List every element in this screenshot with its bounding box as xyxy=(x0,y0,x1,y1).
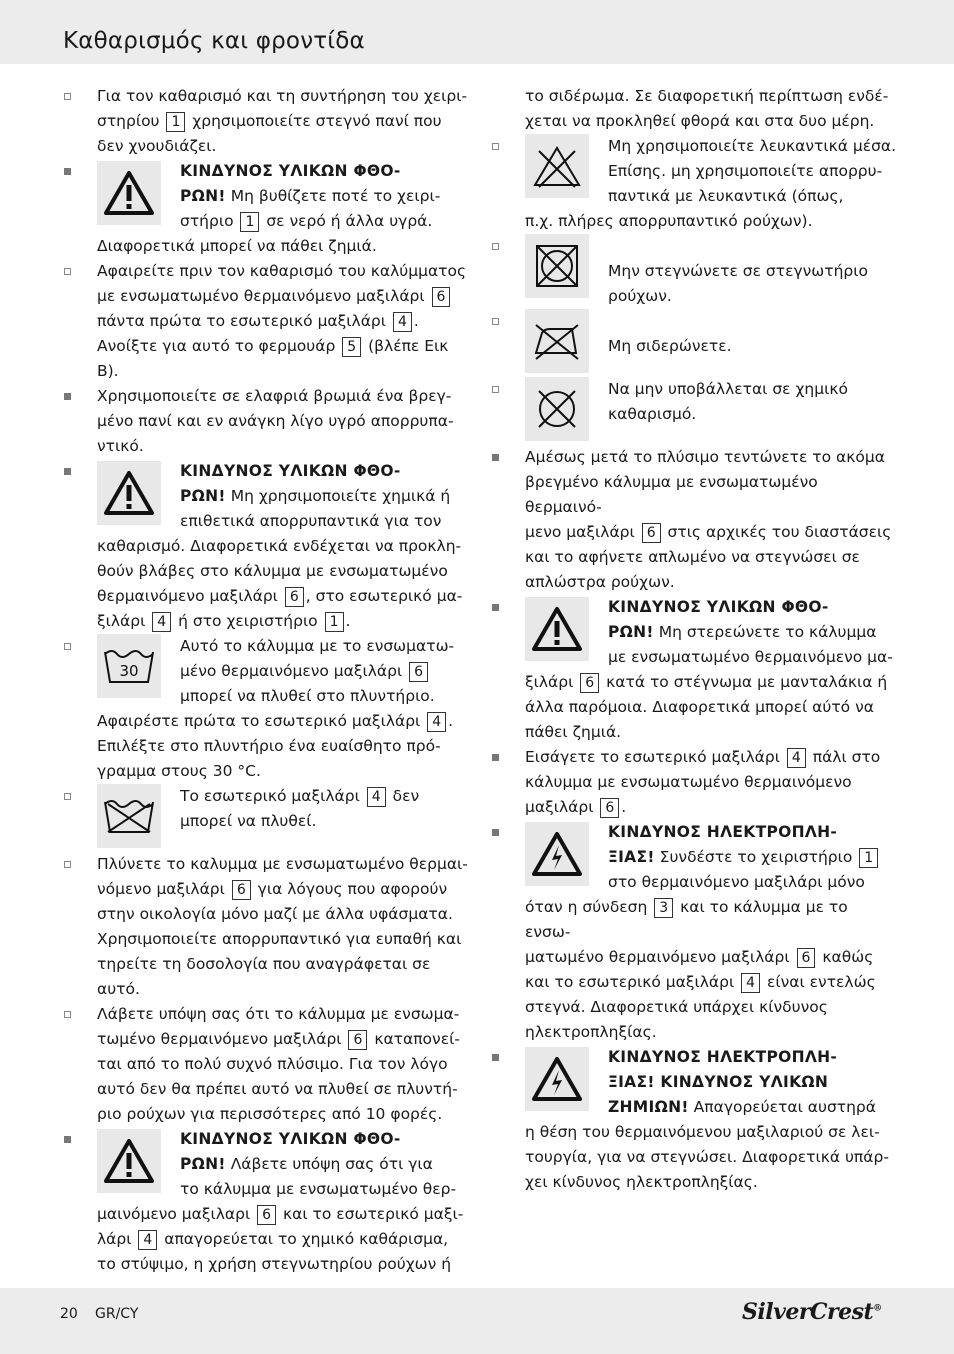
instruction-text: μπορεί να πλυθεί στο πλυντήριο. Αφαιρέστε πρώτα το εσωτερικό μαξιλάρι xyxy=(97,687,435,730)
svg-text:30: 30 xyxy=(119,662,139,680)
left-column xyxy=(60,84,470,1277)
right-column xyxy=(488,84,898,1195)
hazard-label: ΚΙΝΔΥΝΟΣ ΥΛΙΚΩΝ ΦΘΟ- ΡΩΝ! xyxy=(180,1130,401,1173)
instruction-item xyxy=(488,134,898,234)
hazard-label: ΚΙΝΔΥΝΟΣ ΥΛΙΚΩΝ ΦΘΟ- ΡΩΝ! xyxy=(180,162,401,205)
part-reference: 4 xyxy=(427,712,446,732)
open-bullet-icon xyxy=(64,1011,71,1018)
instruction-text: . xyxy=(345,612,351,630)
instruction-paragraph xyxy=(97,852,470,1002)
instruction-text: και το εσωτερικό μαξι- λάρι xyxy=(97,1205,464,1248)
instruction-text: Χρησιμοποιείτε σε ελαφριά βρωμιά ένα βρεγ- μένο πανί και εν ανάγκη λίγο υγρό απορρυπα- ντικό. xyxy=(97,387,454,455)
open-bullet-icon xyxy=(64,93,71,100)
instruction-text: για λόγους που αφορούν στην οικολογία μόνο μαζί με άλλα υφάσματα. Χρησιμοποιείτε απορρυπαντικό για ευπαθή και τηρείτε τη δοσολογία που αναγράφεται σε αυτό. xyxy=(97,880,462,998)
filled-bullet-icon xyxy=(64,393,71,400)
part-reference: 1 xyxy=(859,848,878,868)
page-header xyxy=(0,0,954,64)
instruction-text: και το κάλυμμα με το ενσω- ματωμένο θερμαινόμενο μαξιλάρι xyxy=(525,898,848,966)
instruction-text: το σιδέρωμα. Σε διαφορετική περίπτωση ενδέ- χεται να προκληθεί φθορά και στα δυο μέρη. xyxy=(525,87,889,130)
wash-30-icon xyxy=(97,634,161,698)
open-bullet-icon xyxy=(492,386,499,393)
electric-hazard-icon xyxy=(525,1047,589,1111)
instruction-text: (βλέπε Εικ B). xyxy=(97,337,449,380)
instruction-text: Πλύνετε το καλυμμα με ενσωματωμένο θερμαι- νόμενο μαξιλάρι xyxy=(97,855,468,898)
instruction-item xyxy=(60,259,470,384)
part-reference: 4 xyxy=(138,1230,157,1250)
open-bullet-icon xyxy=(492,243,499,250)
instruction-text: Αφαιρείτε πριν τον καθαρισμό του καλύμματος με ενσωματωμένο θερμαινόμενο μαξιλάρι xyxy=(97,262,467,305)
part-reference: 6 xyxy=(257,1205,276,1225)
instruction-item xyxy=(488,1045,898,1195)
filled-bullet-icon xyxy=(492,1054,499,1061)
part-reference: 6 xyxy=(580,673,599,693)
instruction-text: . xyxy=(621,798,627,816)
open-bullet-icon xyxy=(64,643,71,650)
part-reference: 4 xyxy=(787,748,806,768)
filled-bullet-icon xyxy=(64,1136,71,1143)
instruction-text: Μην στεγνώνετε σε στεγνωτήριο ρούχων. xyxy=(608,262,868,305)
warning-triangle-icon xyxy=(97,1129,161,1193)
instruction-text: Να μην υποβάλλεται σε χημικό καθαρισμό. xyxy=(608,380,848,423)
instruction-item xyxy=(60,84,470,159)
hazard-label: ΚΙΝΔΥΝΟΣ ΗΛΕΚΤΡΟΠΛΗ- ΞΙΑΣ! xyxy=(608,823,838,866)
instruction-item xyxy=(488,234,898,309)
open-bullet-icon xyxy=(492,143,499,150)
part-reference: 6 xyxy=(285,587,304,607)
instruction-text: Αυτό το κάλυμμα με το ενσωματω- μένο θερμαινόμενο μαξιλάρι xyxy=(180,637,455,680)
part-reference: 4 xyxy=(741,973,760,993)
part-reference: 6 xyxy=(232,880,251,900)
instruction-item xyxy=(60,1127,470,1277)
instruction-paragraph xyxy=(97,1002,470,1127)
electric-hazard-icon xyxy=(525,822,589,886)
instruction-text: Μη χρησιμοποιείτε λευκαντικά μέσα. Επίσης. μη χρησιμοποιείτε απορρυ- παντικά με λευκαντικά (όπως, π.χ. πλήρες απορρυπαντικό ρούχων). xyxy=(525,137,897,230)
open-bullet-icon xyxy=(64,861,71,868)
part-reference: 6 xyxy=(600,798,619,818)
page-footer xyxy=(0,1288,954,1354)
part-reference: 6 xyxy=(409,662,428,682)
instruction-text: Εισάγετε το εσωτερικό μαξιλάρι xyxy=(525,748,785,766)
instruction-text: καθώς και το εσωτερικό μαξιλάρι xyxy=(525,948,874,991)
open-bullet-icon xyxy=(64,268,71,275)
open-bullet-icon xyxy=(64,793,71,800)
page-title: Καθαρισμός και φροντίδα xyxy=(63,28,365,54)
instruction-paragraph xyxy=(525,445,898,595)
part-reference: 1 xyxy=(166,112,185,132)
instruction-item xyxy=(60,784,470,852)
part-reference: 3 xyxy=(654,898,673,918)
instruction-item xyxy=(60,1002,470,1127)
filled-bullet-icon xyxy=(492,754,499,761)
instruction-text: Το εσωτερικό μαξιλάρι xyxy=(180,787,365,805)
instruction-paragraph xyxy=(525,84,898,134)
instruction-text: απαγορεύεται το χημικό καθάρισμα, το στύψιμο, η χρήση στεγνωτηρίου ρούχων ή xyxy=(97,1230,452,1273)
instruction-text: , στο εσωτερικό μα- ξιλάρι xyxy=(97,587,463,630)
brand-logo: SilverCrest® xyxy=(742,1299,882,1325)
instruction-paragraph xyxy=(97,259,470,384)
instruction-text: . Επιλέξτε στο πλυντήριο ένα ευαίσθητο πρό- γραμμα στους 30 °C. xyxy=(97,712,454,780)
part-reference: 1 xyxy=(325,612,344,632)
instruction-text: Μη χρησιμοποιείτε χημικά ή επιθετικά απορρυπαντικά για τον καθαρισμό. Διαφορετικά ενδέχεται να προκλη- θούν βλάβες στο κάλυμμα με ενσωματωμένο θερμαινόμενο μαξιλάρι xyxy=(97,487,462,605)
instruction-text: Για τον καθαρισμό και τη συντήρηση του χειρι- στηρίου xyxy=(97,87,468,130)
instruction-text: Λάβετε υπόψη σας ότι για το κάλυμμα με ενσωματωμένο θερ- μαινόμενο μαξιλαρι xyxy=(97,1155,457,1223)
instruction-item xyxy=(60,852,470,1002)
instruction-paragraph xyxy=(525,745,898,820)
instruction-text: . Ανοίξτε για αυτό το φερμουάρ xyxy=(97,312,419,355)
instruction-text: είναι εντελώς στεγνά. Διαφορετικά υπάρχει κίνδυνος ηλεκτροπληξίας. xyxy=(525,973,876,1041)
instruction-paragraph xyxy=(97,84,470,159)
no-wash-icon xyxy=(97,784,161,848)
filled-bullet-icon xyxy=(492,829,499,836)
part-reference: 5 xyxy=(342,337,361,357)
part-reference: 6 xyxy=(348,1030,367,1050)
instruction-text: καταπονεί- ται από το πολύ συχνό πλύσιμο. Για τον λόγο αυτό δεν θα πρέπει αυτό να πλυθεί σε πλυντή- ριο ρούχων για περισσότερες από 10 φορές. xyxy=(97,1030,460,1123)
filled-bullet-icon xyxy=(64,168,71,175)
instruction-text: Αμέσως μετά το πλύσιμο τεντώνετε το ακόμα βρεγμένο κάλυμμα με ενσωματωμένο θερμαινό- μενο μαξιλάρι xyxy=(525,448,885,541)
instruction-item xyxy=(488,745,898,820)
warning-triangle-icon xyxy=(525,597,589,661)
instruction-item xyxy=(60,634,470,784)
instruction-text: κατά το στέγνωμα με μανταλάκια ή άλλα παρόμοια. Διαφορετικά μπορεί αύτό να πάθει ζημιά. xyxy=(525,673,888,741)
instruction-item xyxy=(488,445,898,595)
instruction-item xyxy=(60,159,470,259)
hazard-label: ΚΙΝΔΥΝΟΣ ΗΛΕΚΤΡΟΠΛΗ- ΞΙΑΣ! ΚΙΝΔΥΝΟΣ ΥΛΙΚΩΝ ΖΗΜΙΩΝ! xyxy=(608,1048,838,1116)
instruction-item xyxy=(488,84,898,134)
instruction-item xyxy=(488,820,898,1045)
instruction-text: σε νερό ή άλλα υγρά. Διαφορετικά μπορεί να πάθει ζημιά. xyxy=(97,212,433,255)
locale-code: GR/CY xyxy=(95,1306,139,1322)
instruction-text: Μη σιδερώνετε. xyxy=(608,337,732,355)
part-reference: 6 xyxy=(797,948,816,968)
no-bleach-icon xyxy=(525,134,589,198)
no-tumble-dry-icon xyxy=(525,234,589,298)
instruction-text: πάλι στο κάλυμμα με ενσωματωμένο θερμαινόμενο μαξιλάρι xyxy=(525,748,881,816)
instruction-text: Μη στερεώνετε το κάλυμμα με ενσωματωμένο θερμαινόμενο μα- ξιλάρι xyxy=(525,623,893,691)
hazard-label: ΚΙΝΔΥΝΟΣ ΥΛΙΚΩΝ ΦΘΟ- ΡΩΝ! xyxy=(608,598,829,641)
instruction-text: στις αρχικές του διαστάσεις και το αφήνετε απλωμένο να στεγνώσει σε απλώστρα ρούχων. xyxy=(525,523,892,591)
no-iron-icon xyxy=(525,309,589,373)
instruction-text: Απαγορεύεται αυστηρά η θέση του θερμαινόμενου μαξιλαριού σε λει- τουργία, για να στεγνώσει. Διαφορετικά υπάρ- χει κίνδυνος ηλεκτροπληξίας. xyxy=(525,1098,889,1191)
instruction-text: Λάβετε υπόψη σας ότι το κάλυμμα με ενσωμα- τωμένο θερμαινόμενο μαξιλάρι xyxy=(97,1005,460,1048)
part-reference: 1 xyxy=(240,212,259,232)
instruction-text: στο θερμαινόμενο μαξιλάρι μόνο όταν η σύνδεση xyxy=(525,873,865,916)
filled-bullet-icon xyxy=(492,604,499,611)
warning-triangle-icon xyxy=(97,161,161,225)
instruction-text: Συνδέστε το χειριστήριο xyxy=(654,848,858,866)
part-reference: 4 xyxy=(393,312,412,332)
hazard-label: ΚΙΝΔΥΝΟΣ ΥΛΙΚΩΝ ΦΘΟ- ΡΩΝ! xyxy=(180,462,401,505)
filled-bullet-icon xyxy=(64,468,71,475)
part-reference: 6 xyxy=(642,523,661,543)
part-reference: 6 xyxy=(432,287,451,307)
part-reference: 4 xyxy=(152,612,171,632)
instruction-item xyxy=(60,384,470,459)
instruction-item xyxy=(60,459,470,634)
no-dry-clean-icon xyxy=(525,377,589,441)
instruction-paragraph xyxy=(97,384,470,459)
open-bullet-icon xyxy=(492,318,499,325)
part-reference: 4 xyxy=(367,787,386,807)
instruction-text: ή στο χειριστήριο xyxy=(173,612,323,630)
instruction-text: πάντα πρώτα το εσωτερικό μαξιλάρι xyxy=(97,312,387,330)
instruction-item xyxy=(488,309,898,377)
instruction-item xyxy=(488,595,898,745)
instruction-item xyxy=(488,377,898,445)
warning-triangle-icon xyxy=(97,461,161,525)
instruction-text: χρησιμοποιείτε στεγνό πανί που δεν χνουδιάζει. xyxy=(97,112,442,155)
filled-bullet-icon xyxy=(492,454,499,461)
page-number: 20 xyxy=(60,1306,78,1322)
instruction-text: Μη βυθίζετε ποτέ το χειρι- στήριο xyxy=(180,187,441,230)
instruction-text: δεν μπορεί να πλυθεί. xyxy=(180,787,420,830)
